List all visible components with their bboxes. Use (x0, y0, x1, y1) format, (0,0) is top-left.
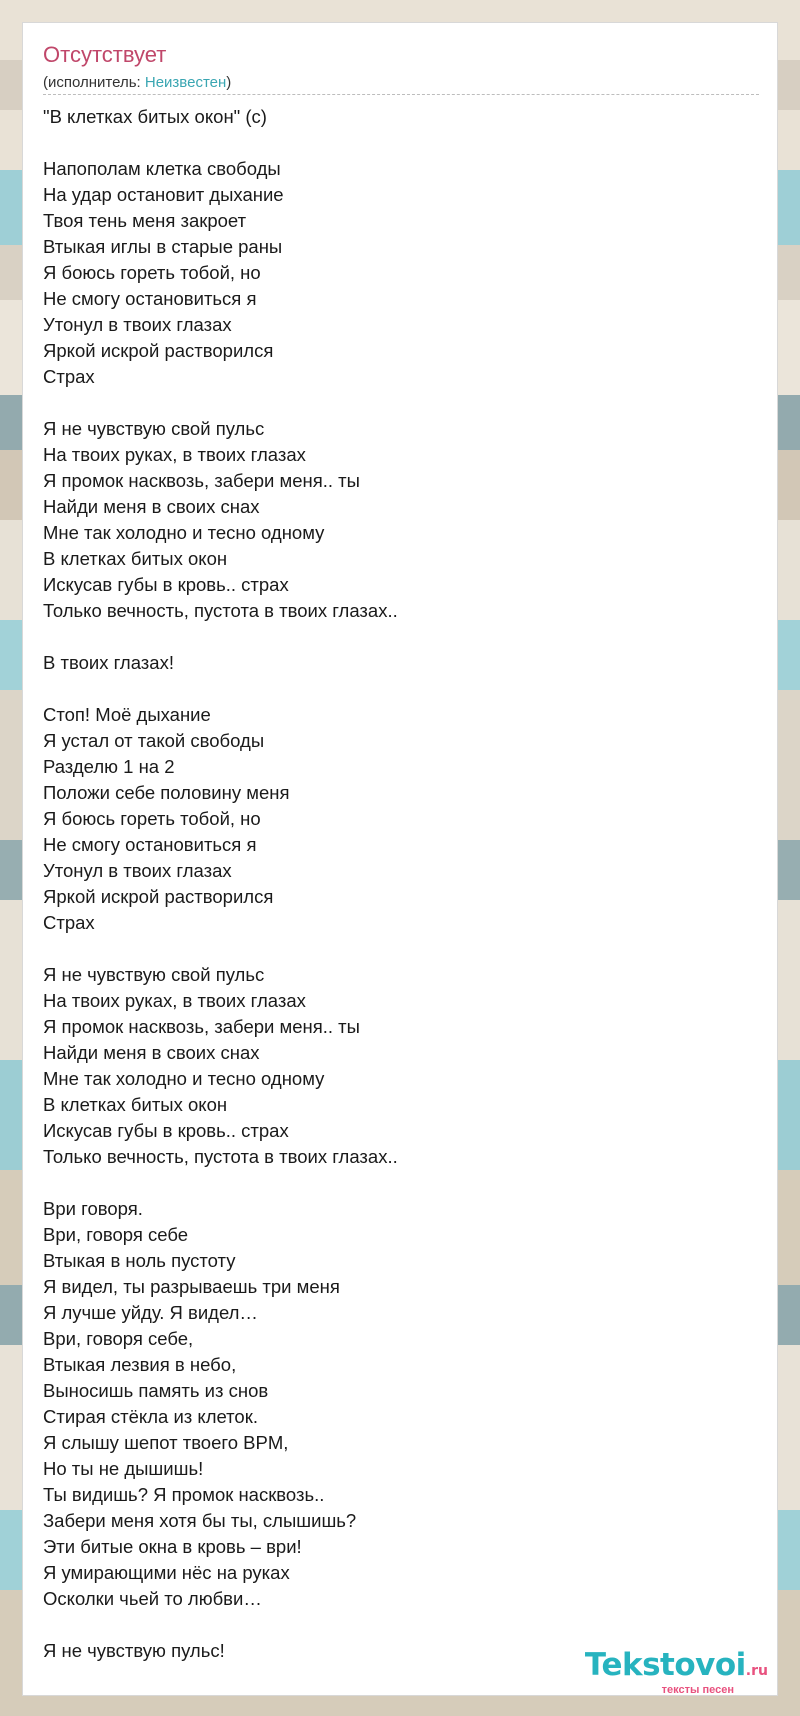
lyric-line: Втыкая иглы в старые раны (43, 236, 283, 257)
lyric-line: Я не чувствую свой пульс (43, 964, 265, 985)
lyric-line: На твоих руках, в твоих глазах (43, 444, 306, 465)
logo-wordmark (585, 1649, 768, 1687)
lyric-line: Только вечность, пустота в твоих глазах.. (43, 1146, 398, 1167)
lyric-line: Страх (43, 912, 95, 933)
lyric-line: Положи себе половину меня (43, 782, 290, 803)
lyric-line: Осколки чьей то любви… (43, 1588, 262, 1609)
lyric-line: Мне так холодно и тесно одному (43, 1068, 325, 1089)
lyric-line: Найди меня в своих снах (43, 496, 260, 517)
lyric-line: В клетках битых окон (43, 548, 228, 569)
lyric-line: Эти битые окна в кровь – ври! (43, 1536, 302, 1557)
lyric-line: "В клетках битых окон" (с) (43, 106, 267, 127)
lyric-line: В твоих глазах! (43, 652, 174, 673)
lyric-line: Я не чувствую пульс! (43, 1640, 225, 1661)
lyric-line: Стоп! Моё дыхание (43, 704, 211, 725)
lyric-line: Забери меня хотя бы ты, слышишь? (43, 1510, 357, 1531)
lyrics-text (43, 104, 759, 1664)
lyric-line: Но ты не дышишь! (43, 1458, 204, 1479)
stanza-break (43, 1170, 759, 1196)
lyric-line: Не смогу остановиться я (43, 834, 257, 855)
stanza-break (43, 1612, 759, 1638)
lyric-line: Разделю 1 на 2 (43, 756, 175, 777)
stanza-break (43, 936, 759, 962)
stanza-break (43, 624, 759, 650)
lyric-line: Ври, говоря себе, (43, 1328, 194, 1349)
stanza-break (43, 130, 759, 156)
artist-link[interactable]: Неизвестен (144, 74, 227, 91)
lyric-line: Утонул в твоих глазах (43, 314, 232, 335)
lyric-line: Втыкая в ноль пустоту (43, 1250, 236, 1271)
lyric-line: Напополам клетка свободы (43, 158, 281, 179)
lyric-line: Я слышу шепот твоего BPM, (43, 1432, 289, 1453)
site-logo[interactable] (585, 1649, 768, 1696)
lyric-line: На твоих руках, в твоих глазах (43, 990, 306, 1011)
lyric-line: Стирая стёкла из клеток. (43, 1406, 258, 1427)
lyric-line: Искусав губы в кровь.. страх (43, 1120, 289, 1141)
lyric-line: Я не чувствую свой пульс (43, 418, 265, 439)
lyric-line: Я устал от такой свободы (43, 730, 265, 751)
lyric-line: Яркой искрой растворился (43, 886, 274, 907)
lyric-line: Страх (43, 366, 95, 387)
lyric-line: Я промок насквозь, забери меня.. ты (43, 470, 360, 491)
lyric-line: Я лучше уйду. Я видел… (43, 1302, 258, 1323)
song-title: Отсутствует (43, 42, 167, 67)
artist-suffix: ) (226, 74, 232, 91)
lyric-line: Найди меня в своих снах (43, 1042, 260, 1063)
lyric-line: На удар остановит дыхание (43, 184, 284, 205)
lyric-line: Я умирающими нёс на руках (43, 1562, 290, 1583)
logo-tld: .ru (745, 1663, 768, 1679)
lyric-line: Ври говоря. (43, 1198, 143, 1219)
lyric-line: Ври, говоря себе (43, 1224, 189, 1245)
lyric-line: Яркой искрой растворился (43, 340, 274, 361)
lyric-line: Втыкая лезвия в небо, (43, 1354, 237, 1375)
lyric-line: Выносишь память из снов (43, 1380, 269, 1401)
lyric-line: Я боюсь гореть тобой, но (43, 808, 261, 829)
lyric-line: Мне так холодно и тесно одному (43, 522, 325, 543)
lyric-line: Ты видишь? Я промок насквозь.. (43, 1484, 325, 1505)
lyric-line: В клетках битых окон (43, 1094, 228, 1115)
lyrics-card (22, 22, 778, 1696)
title-divider (43, 94, 759, 95)
artist-line (43, 74, 231, 91)
logo-subtitle: тексты песен (661, 1684, 734, 1696)
lyric-line: Искусав губы в кровь.. страх (43, 574, 289, 595)
artist-prefix: (исполнитель: (43, 74, 145, 91)
lyric-line: Не смогу остановиться я (43, 288, 257, 309)
lyric-line: Я промок насквозь, забери меня.. ты (43, 1016, 360, 1037)
stanza-break (43, 390, 759, 416)
logo-name: Tekstovoi (584, 1647, 746, 1683)
stanza-break (43, 676, 759, 702)
lyric-line: Я боюсь гореть тобой, но (43, 262, 261, 283)
lyric-line: Утонул в твоих глазах (43, 860, 232, 881)
lyric-line: Я видел, ты разрываешь три меня (43, 1276, 340, 1297)
lyric-line: Твоя тень меня закроет (43, 210, 247, 231)
lyric-line: Только вечность, пустота в твоих глазах.. (43, 600, 398, 621)
